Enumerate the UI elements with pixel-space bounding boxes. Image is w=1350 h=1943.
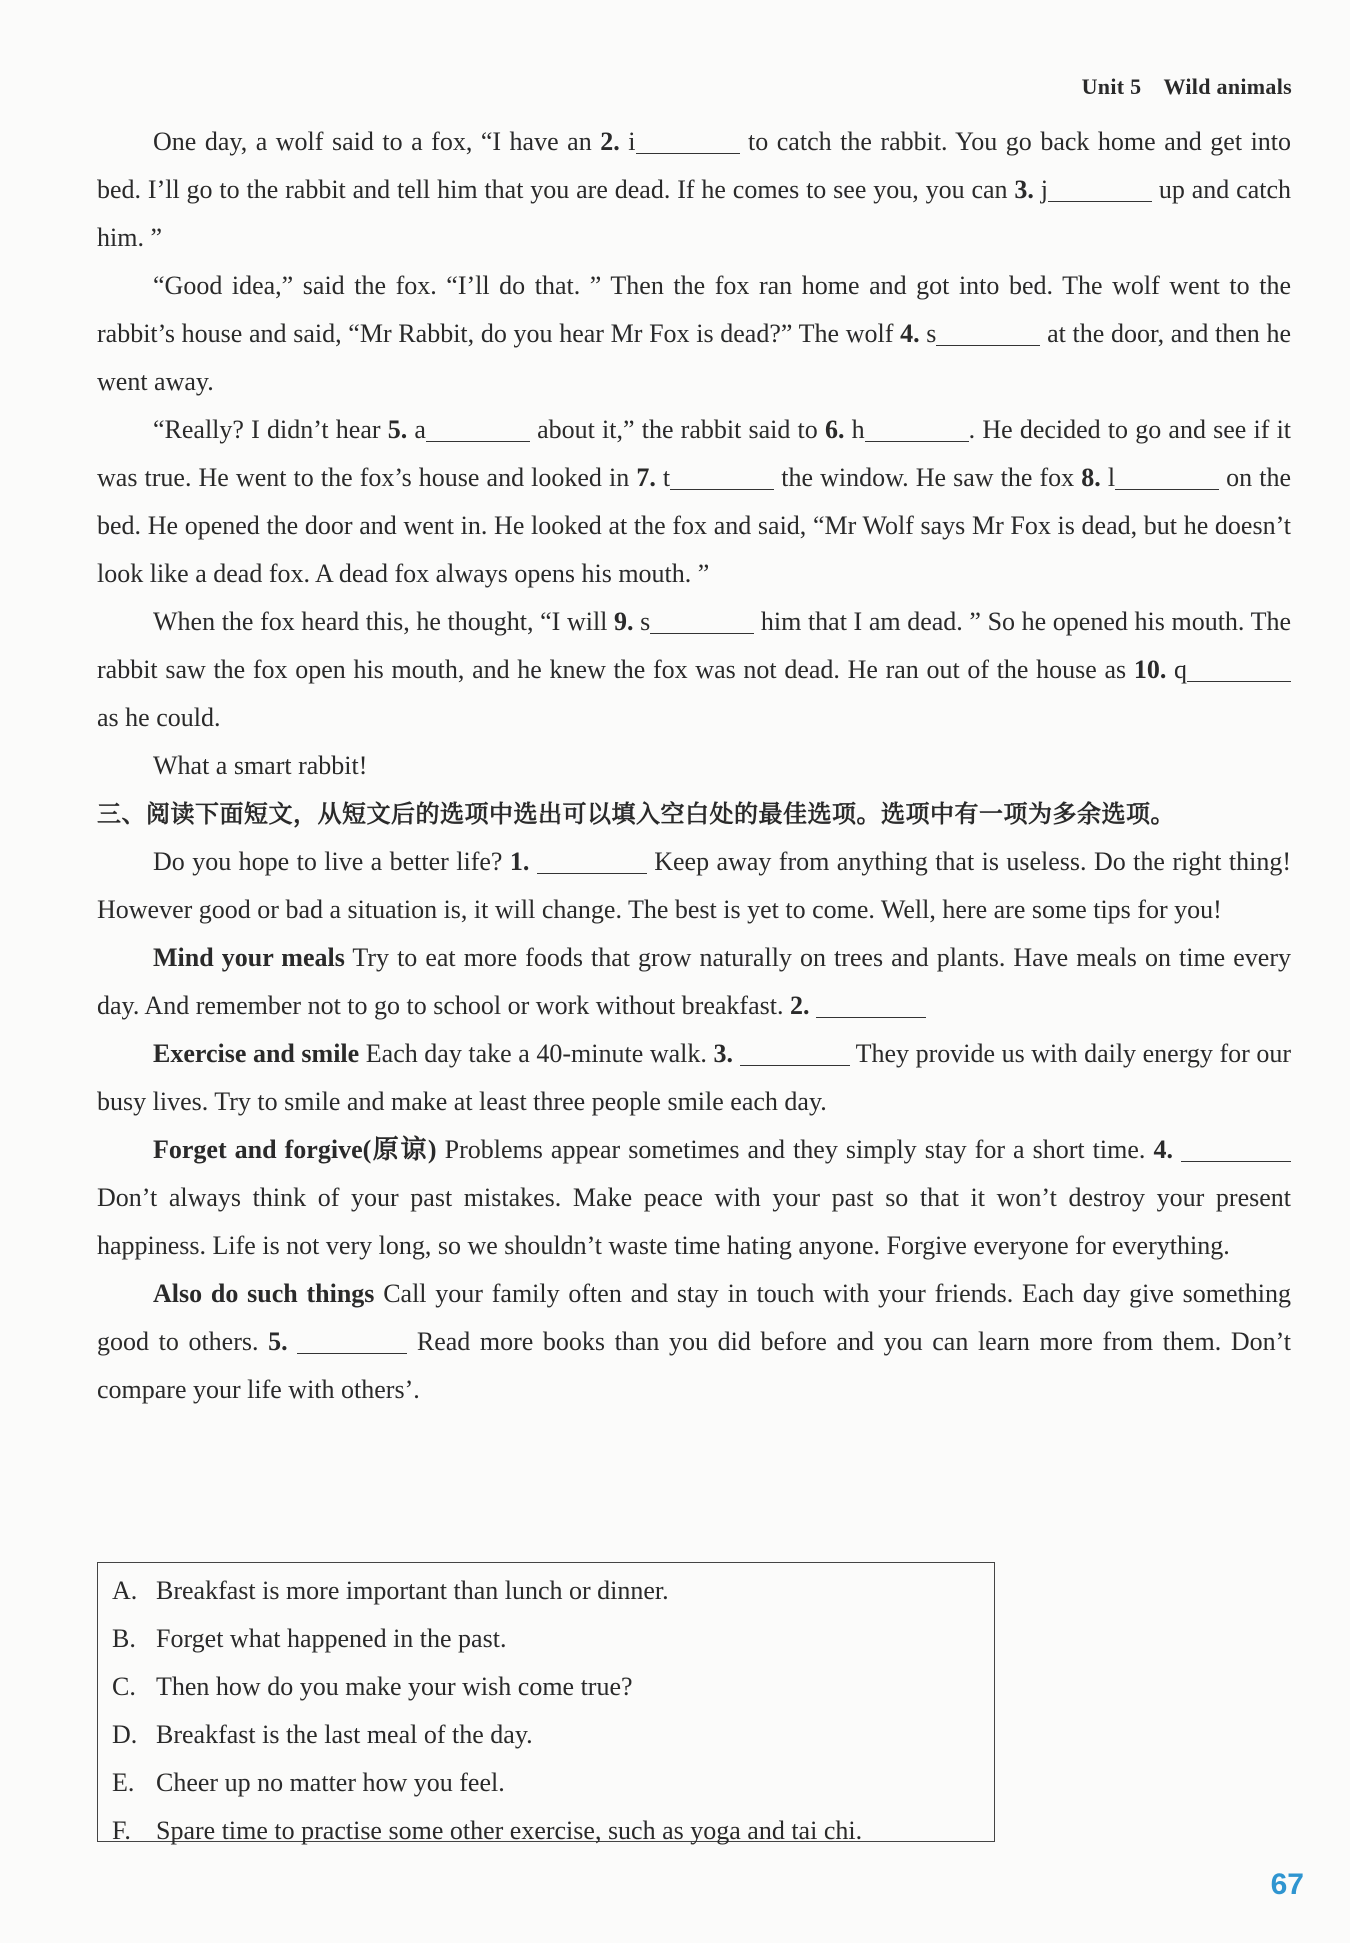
first-letter-hint: a xyxy=(414,415,426,444)
section-3-title: 三、阅读下面短文，从短文后的选项中选出可以填入空白处的最佳选项。选项中有一项为多余选项。 xyxy=(97,800,1175,828)
text: him that I am dead. ” So he opened his mouth. The rabbit saw the fox open his mouth, and he knew the fox was not dead. He ran out of the house as xyxy=(97,607,1291,684)
tip-heading: Mind your meals xyxy=(153,943,345,972)
option-text: Spare time to practise some other exercise, such as yoga and tai chi. xyxy=(156,1816,863,1845)
passage1-paragraph-5: What a smart rabbit! xyxy=(153,751,368,780)
first-letter-hint: q xyxy=(1174,655,1187,684)
question-number: 3. xyxy=(1014,175,1034,204)
option-letter: A. xyxy=(112,1576,138,1605)
text: When the fox heard this, he thought, “I will xyxy=(153,607,615,636)
text: up and catch him. ” xyxy=(97,175,1291,252)
text: Problems appear sometimes and they simply stay for a short time. xyxy=(436,1135,1154,1164)
page-content xyxy=(97,118,1291,1414)
options-box xyxy=(97,1562,995,1845)
text: Don’t always think of your past mistakes. Make peace with your past so that it won’t destroy your present happiness. Life is not very long, so we shouldn’t waste time hating anyone. Forgive everyone for everything. xyxy=(97,1183,1291,1260)
text: at the door, and then he went away. xyxy=(97,319,1291,396)
answer-blank-s3-2[interactable] xyxy=(816,991,926,1018)
answer-blank-2[interactable] xyxy=(636,127,740,154)
question-number: 4. xyxy=(900,319,920,348)
question-number: 6. xyxy=(824,415,845,444)
text: “Really? I didn’t hear xyxy=(153,415,388,444)
text: They provide us with daily energy for our busy lives. Try to smile and make at least three people smile each day. xyxy=(97,1039,1292,1116)
option-letter: D. xyxy=(112,1720,138,1749)
answer-blank-4[interactable] xyxy=(936,319,1040,346)
question-number: 2. xyxy=(600,127,620,156)
answer-blank-7[interactable] xyxy=(670,463,774,490)
option-a[interactable] xyxy=(112,1567,994,1615)
question-number: 5. xyxy=(268,1327,288,1356)
text: Keep away from anything that is useless. Do the right thing! However good or bad a situation is, it will change. The best is yet to come. Well, here are some tips for you! xyxy=(97,847,1292,924)
answer-blank-6[interactable] xyxy=(865,415,969,442)
passage1-paragraph-1 xyxy=(97,118,1291,262)
answer-blank-s3-1[interactable] xyxy=(537,847,647,874)
answer-blank-3[interactable] xyxy=(1048,175,1152,202)
text: “Good idea,” said the fox. “I’ll do that. ” Then the fox ran home and got into bed. The wolf went to the rabbit’s house and said, “Mr Rabbit, do you hear Mr Fox is dead?” The wolf xyxy=(97,271,1291,348)
option-letter: B. xyxy=(112,1624,136,1653)
answer-blank-5[interactable] xyxy=(426,415,530,442)
text: Do you hope to live a better life? xyxy=(153,847,510,876)
text: the window. He saw the fox xyxy=(774,463,1082,492)
question-number: 1. xyxy=(509,847,530,876)
question-number: 10. xyxy=(1133,655,1167,684)
unit-label: Unit 5 xyxy=(1081,74,1142,99)
section3-paragraph-3 xyxy=(97,1030,1291,1126)
text: One day, a wolf said to a fox, “I have an xyxy=(153,127,601,156)
question-number: 8. xyxy=(1081,463,1101,492)
option-text: Breakfast is more important than lunch or dinner. xyxy=(156,1576,669,1605)
text: about it,” the rabbit said to xyxy=(529,415,825,444)
answer-blank-10[interactable] xyxy=(1187,655,1291,682)
option-text: Then how do you make your wish come true? xyxy=(156,1672,633,1701)
text: . He decided to go and see if it was true. He went to the fox’s house and looked in xyxy=(97,415,1292,492)
text: as he could. xyxy=(97,703,221,732)
option-letter: E. xyxy=(112,1768,135,1797)
first-letter-hint: s xyxy=(926,319,937,348)
passage1-paragraph-2 xyxy=(97,262,1291,406)
question-number: 4. xyxy=(1153,1135,1173,1164)
first-letter-hint: i xyxy=(628,127,636,156)
text: Call your family often and stay in touch with your friends. Each day give something good to others. xyxy=(97,1279,1291,1356)
passage1-paragraph-4 xyxy=(97,598,1291,742)
answer-blank-s3-3[interactable] xyxy=(740,1039,850,1066)
section3-paragraph-4 xyxy=(97,1126,1291,1270)
option-letter: C. xyxy=(112,1672,136,1701)
question-number: 2. xyxy=(789,991,810,1020)
option-c[interactable] xyxy=(112,1663,994,1711)
first-letter-hint: t xyxy=(662,463,671,492)
passage1-paragraph-3 xyxy=(97,406,1291,598)
option-d[interactable] xyxy=(112,1711,994,1759)
text: Read more books than you did before and you can learn more from them. Don’t compare your life with others’. xyxy=(97,1327,1292,1404)
option-text: Breakfast is the last meal of the day. xyxy=(156,1720,533,1749)
question-number: 3. xyxy=(713,1039,733,1068)
option-b[interactable] xyxy=(112,1615,994,1663)
answer-blank-s3-4[interactable] xyxy=(1181,1135,1291,1162)
answer-blank-s3-5[interactable] xyxy=(297,1327,407,1354)
section3-paragraph-5 xyxy=(97,1270,1291,1414)
first-letter-hint: j xyxy=(1040,175,1049,204)
option-letter: F. xyxy=(112,1816,131,1845)
text: Try to eat more foods that grow naturally on trees and plants. Have meals on time every day. And remember not to go to school or work without breakfast. xyxy=(97,943,1291,1020)
answer-blank-8[interactable] xyxy=(1115,463,1219,490)
question-number: 9. xyxy=(614,607,634,636)
question-number: 7. xyxy=(636,463,656,492)
running-head xyxy=(1082,74,1292,100)
unit-title: Wild animals xyxy=(1163,74,1292,99)
text: Each day take a 40-minute walk. xyxy=(359,1039,714,1068)
answer-blank-9[interactable] xyxy=(650,607,754,634)
section3-paragraph-2 xyxy=(97,934,1291,1030)
section3-paragraph-1 xyxy=(97,838,1291,934)
option-text: Cheer up no matter how you feel. xyxy=(156,1768,505,1797)
first-letter-hint: l xyxy=(1107,463,1116,492)
first-letter-hint: h xyxy=(851,415,865,444)
option-text: Forget what happened in the past. xyxy=(156,1624,507,1653)
option-f[interactable] xyxy=(112,1807,994,1855)
tip-heading: Forget and forgive(原谅) xyxy=(153,1135,437,1164)
first-letter-hint: s xyxy=(640,607,651,636)
question-number: 5. xyxy=(387,415,408,444)
tip-heading: Also do such things xyxy=(153,1279,375,1308)
text: to catch the rabbit. You go back home and get into bed. I’ll go to the rabbit and tell him that you are dead. If he comes to see you, you can xyxy=(97,127,1292,204)
text: on the bed. He opened the door and went in. He looked at the fox and said, “Mr Wolf says Mr Fox is dead, but he doesn’t look like a dead fox. A dead fox always opens his mouth. ” xyxy=(97,463,1292,588)
option-e[interactable] xyxy=(112,1759,994,1807)
page-number: 67 xyxy=(1270,1868,1304,1901)
tip-heading: Exercise and smile xyxy=(153,1039,360,1068)
